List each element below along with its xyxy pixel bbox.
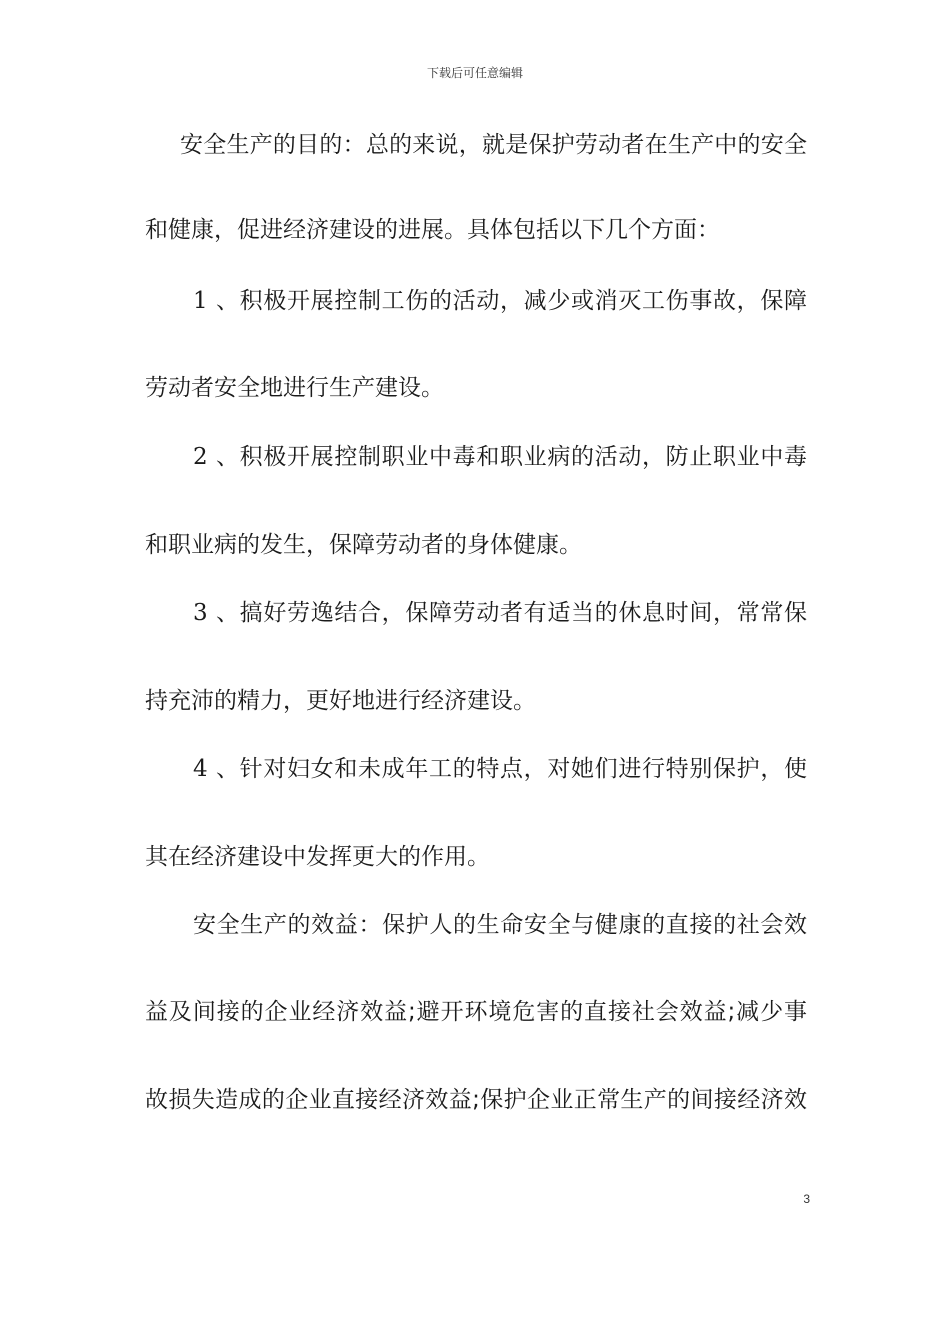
list-number: 3、 — [193, 600, 239, 626]
page-header: 下载后可任意编辑 — [426, 66, 523, 80]
list-item-text: 积极开展控制职业中毒和职业病的活动，防止职业中毒 — [239, 444, 807, 470]
paragraph-line: 持充沛的精力，更好地进行经济建设。 — [145, 688, 536, 714]
list-item-3 — [145, 598, 807, 628]
list-item-text: 针对妇女和未成年工的特点，对她们进行特别保护，使 — [239, 756, 807, 782]
list-number: 1、 — [193, 288, 239, 314]
list-item-2 — [145, 442, 807, 472]
paragraph-line: 其在经济建设中发挥更大的作用。 — [145, 844, 490, 870]
list-item-text: 积极开展控制工伤的活动，减少或消灭工伤事故，保障 — [239, 288, 807, 314]
list-item-text: 搞好劳逸结合，保障劳动者有适当的休息时间，常常保 — [239, 600, 807, 626]
page-number: 3 — [803, 1192, 810, 1206]
paragraph-line: 益及间接的企业经济效益;避开环境危害的直接社会效益;减少事 — [145, 999, 807, 1025]
paragraph-line: 安全生产的效益：保护人的生命安全与健康的直接的社会效 — [193, 912, 807, 938]
paragraph-line: 和健康，促进经济建设的进展。具体包括以下几个方面： — [145, 217, 720, 243]
list-number: 2、 — [193, 444, 239, 470]
list-number: 4、 — [193, 756, 239, 782]
list-item-4 — [145, 754, 807, 784]
paragraph-line: 故损失造成的企业直接经济效益;保护企业正常生产的间接经济效 — [145, 1087, 807, 1113]
paragraph-line: 安全生产的目的：总的来说，就是保护劳动者在生产中的安全 — [180, 132, 807, 158]
paragraph-line: 和职业病的发生，保障劳动者的身体健康。 — [145, 532, 582, 558]
list-item-1 — [145, 286, 807, 316]
paragraph-line: 劳动者安全地进行生产建设。 — [145, 375, 444, 401]
